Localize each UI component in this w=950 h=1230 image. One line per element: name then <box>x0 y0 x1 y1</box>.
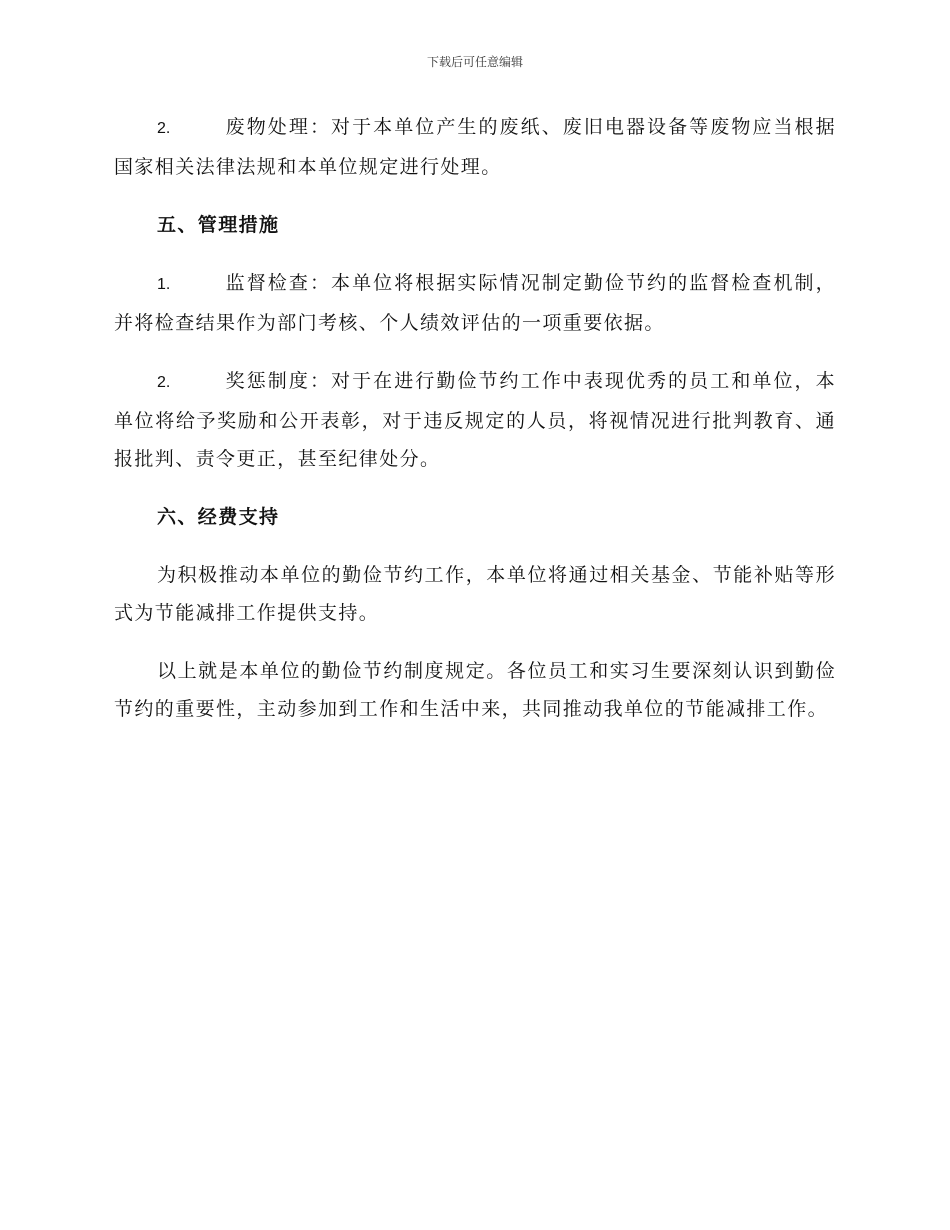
list-item-supervision <box>114 264 836 342</box>
list-item-rewards-penalties <box>114 362 836 478</box>
item-number: 2. <box>157 374 171 391</box>
item-number: 2. <box>157 120 171 137</box>
section-heading-management: 五、管理措施 <box>157 214 280 236</box>
page-header: 下载后可任意编辑 <box>426 55 523 69</box>
item-number: 1. <box>157 276 171 293</box>
list-item-waste-disposal <box>114 108 836 186</box>
section-heading-funding: 六、经费支持 <box>157 506 280 528</box>
item-text: 监督检查：本单位将根据实际情况制定勤俭节约的监督检查机制，并将检查结果作为部门考核、个人绩效评估的一项重要依据。 <box>114 272 836 334</box>
item-text: 废物处理：对于本单位产生的废纸、废旧电器设备等废物应当根据国家相关法律法规和本单位规定进行处理。 <box>114 116 836 178</box>
paragraph-funding: 为积极推动本单位的勤俭节约工作，本单位将通过相关基金、节能补贴等形式为节能减排工作提供支持。 <box>114 564 836 624</box>
item-text: 奖惩制度：对于在进行勤俭节约工作中表现优秀的员工和单位，本单位将给予奖励和公开表彰，对于违反规定的人员，将视情况进行批判教育、通报批判、责令更正，甚至纪律处分。 <box>114 370 836 470</box>
paragraph-closing: 以上就是本单位的勤俭节约制度规定。各位员工和实习生要深刻认识到勤俭节约的重要性，主动参加到工作和生活中来，共同推动我单位的节能减排工作。 <box>114 660 836 720</box>
document-body <box>114 108 836 748</box>
